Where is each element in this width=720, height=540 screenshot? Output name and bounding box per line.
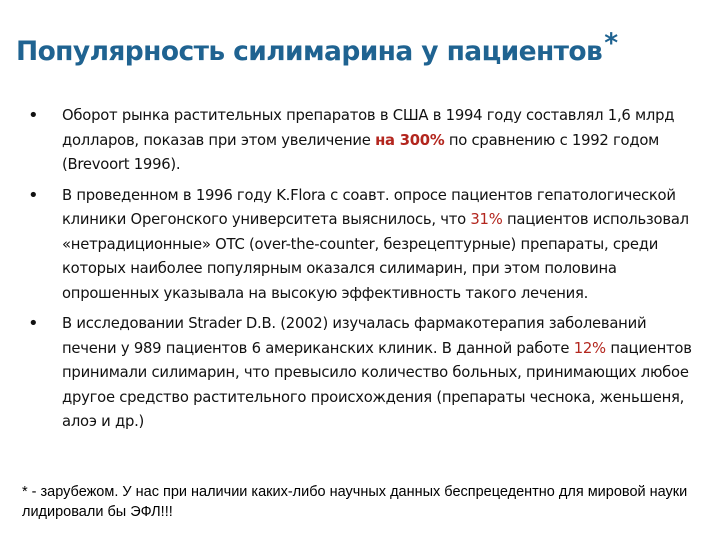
bullet-item-3	[28, 312, 700, 435]
bullet-1-text-a: Оборот рынка растительных препаратов в США в 1994 году составлял 1,6 млрд долларов, показав при этом увеличение	[62, 107, 675, 149]
footnote: * - зарубежом. У нас при наличии каких-либо научных данных беспрецедентно для мировой науки лидировали бы ЭФЛ!!!	[22, 484, 688, 520]
bullet-marker: •	[28, 313, 39, 334]
bullet-marker: •	[28, 184, 39, 206]
slide-title-text: Популярность силимарина у пациентов	[16, 36, 603, 67]
bullet-marker: •	[28, 105, 39, 126]
bullet-item-2	[28, 184, 700, 307]
bullet-1-text-b: по сравнению с 1992 годом (Brevoort 1996).	[62, 131, 660, 173]
bullet-1-highlight: на 300%	[375, 131, 445, 149]
bullet-3-text-a: В исследовании Strader D.B. (2002) изучалась фармакотерапия заболеваний печени у 989 пациентов 6 американских клиник. В данной работе	[62, 315, 647, 357]
bullet-2-text-a: В проведенном в 1996 году K.Flora с соавт. опросе пациентов гепатологической клиники Орегонского университета выяснилось, что	[62, 186, 676, 228]
title-footnote-marker: *	[604, 28, 618, 59]
bullet-2-highlight: 31%	[470, 211, 503, 228]
bullet-3-highlight: 12%	[573, 339, 606, 357]
bullet-item-1	[28, 104, 700, 178]
slide-title	[16, 28, 710, 67]
bullet-list	[28, 104, 700, 441]
bullet-3-text-b: пациентов принимали силимарин, что превысило количество больных, принимающих любое другое средство растительного происхождения (препараты чеснока, женьшеня, алоэ и др.)	[62, 339, 692, 430]
bullet-2-text-b: пациентов использовал «нетрадиционные» OTC (over-the-counter, безрецептурные) препараты, среди которых наиболее популярным оказался силимарин, при этом половина опрошенных указывала на высокую эффективность такого лечения.	[62, 211, 689, 302]
